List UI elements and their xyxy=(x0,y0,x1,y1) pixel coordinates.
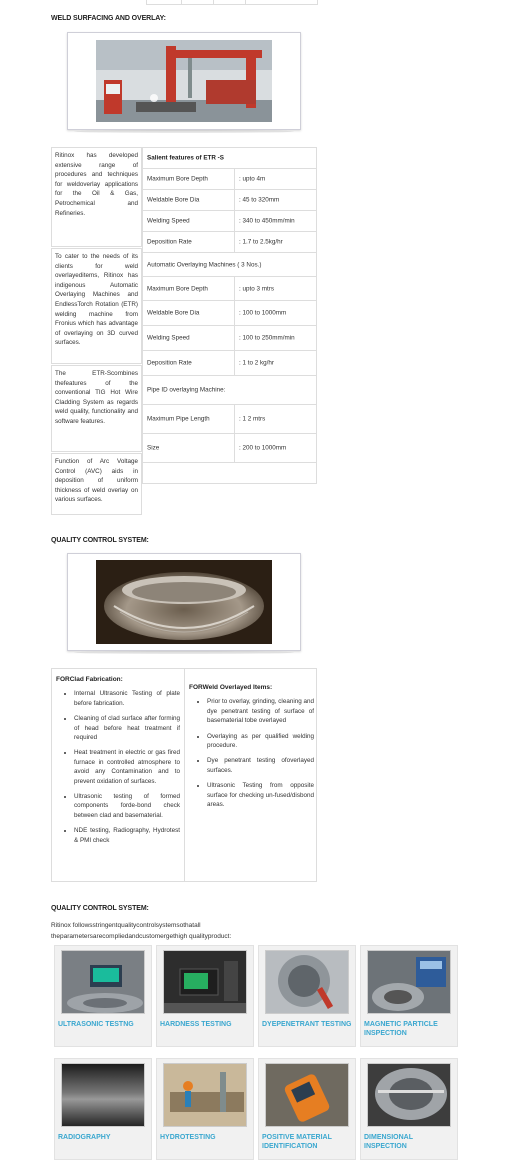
weld-overlay-column xyxy=(189,683,314,815)
card-label: DIMENSIONAL INSPECTION xyxy=(364,1134,413,1150)
machine-features-table xyxy=(142,147,317,484)
ultrasonic-image xyxy=(61,950,145,1014)
card-label: RADIOGRAPHY xyxy=(58,1134,111,1141)
card-label: HYDROTESTING xyxy=(160,1134,216,1141)
row-key: Maximum Bore Depth xyxy=(147,285,208,292)
row-key: Deposition Rate xyxy=(147,238,192,246)
list-item: • Overlaying as per qualified welding procedure. xyxy=(207,732,314,751)
table-row-empty xyxy=(143,462,316,483)
weld-section-title: WELD SURFACING AND OVERLAY: xyxy=(51,15,166,22)
card-label: ULTRASONIC TESTNG xyxy=(58,1021,134,1028)
clad-column xyxy=(56,675,180,851)
table-row xyxy=(143,168,316,189)
row-value: : 100 to 250mm/min xyxy=(239,334,295,342)
row-key: Maximum Bore Depth xyxy=(147,175,208,183)
dimensional-image xyxy=(367,1063,451,1127)
gallery-card-hydrotesting[interactable] xyxy=(156,1058,254,1160)
table-row xyxy=(143,300,316,325)
table-row xyxy=(143,276,316,300)
list-item: • Internal Ultrasonic Testing of plate before fabrication. xyxy=(74,689,180,708)
gallery-card-hardness[interactable] xyxy=(156,945,254,1047)
magnetic-particle-image xyxy=(367,950,451,1014)
list-item: • Ultrasonic testing of formed components forde-bond check between clad and basematerial. xyxy=(74,792,180,820)
row-key: Welding Speed xyxy=(147,334,190,342)
hydrotesting-image xyxy=(163,1063,247,1127)
qc-procedures-box xyxy=(51,668,317,882)
pipe-heading-row xyxy=(143,375,316,404)
list-item: • NDE testing, Radiography, Hydrotest & PMI check xyxy=(74,826,180,845)
pipe-heading: Pipe ID overlaying Machine: xyxy=(147,386,226,394)
auto-heading-row xyxy=(143,252,316,276)
etr-heading: Salient features of ETR -S xyxy=(147,154,224,162)
row-value: : upto 4m xyxy=(239,175,266,183)
card-label: MAGNETIC PARTICLE INSPECTION xyxy=(364,1021,438,1037)
qc-intro-line-1: Ritinox followsstringentqualitycontrolsystemsothatall xyxy=(51,922,201,929)
row-value: : 100 to 1000mm xyxy=(239,309,287,317)
row-value: : 1 to 2 kg/hr xyxy=(239,359,275,367)
table-row xyxy=(143,210,316,231)
table-row xyxy=(143,189,316,210)
list-item: • Heat treatment in electric or gas fired furnace in controlled atmosphere to avoid any Contamination and to prevent oxidation of surfaces. xyxy=(74,748,180,786)
pipe-bore-image xyxy=(96,560,272,644)
gallery-card-pmi[interactable] xyxy=(258,1058,356,1160)
row-key: Size xyxy=(147,444,160,452)
hardness-image xyxy=(163,950,247,1014)
weld-paragraph-3: The ETR-Scombines thefeatures of the conventional TIG Hot Wire Cladding System as regards weld quality, functionality and software features. xyxy=(51,365,142,452)
list-item: • Prior to overlay, grinding, cleaning and dye penetrant testing of surface of basematerial tobe overlayed xyxy=(207,697,314,725)
radiography-image xyxy=(61,1063,145,1127)
gallery-card-dye-penetrant[interactable] xyxy=(258,945,356,1047)
qc-intro-text xyxy=(51,920,351,942)
table-row xyxy=(143,231,316,252)
welding-machine-image xyxy=(96,40,272,122)
qc-section-title: QUALITY CONTROL SYSTEM: xyxy=(51,537,149,544)
row-value: : 1.7 to 2.5kg/hr xyxy=(239,238,283,246)
weld-paragraph-2: To cater to the needs of its clients for weld overlayeditems, Ritinox has indigenous Automatic Overlaying Machines and EndlessTorch Rotation (ETR) welding machine from Fronius which has advantage of overlaying on 3D curved surfaces. xyxy=(51,248,142,364)
clad-heading: FORClad Fabrication: xyxy=(56,676,123,683)
row-value: : 340 to 450mm/min xyxy=(239,217,295,225)
list-item: • Dye penetrant testing ofoverlayed surfaces. xyxy=(207,756,314,775)
row-key: Weldable Bore Dia xyxy=(147,196,200,204)
row-key: Deposition Rate xyxy=(147,359,192,367)
row-key: Welding Speed xyxy=(147,217,190,225)
pipe-bore-photo-frame xyxy=(67,553,301,651)
card-label: DYEPENETRANT TESTING xyxy=(262,1021,352,1028)
weld-machine-photo-frame xyxy=(67,32,301,130)
table-row xyxy=(143,433,316,462)
row-value: : upto 3 mtrs xyxy=(239,285,274,292)
weld-paragraph-4: Function of Arc Voltage Control (AVC) aids in deposition of uniform thickness of weld overlay on various surfaces. xyxy=(51,453,142,515)
qc-gallery-title: QUALITY CONTROL SYSTEM: xyxy=(51,905,149,912)
card-label: HARDNESS TESTING xyxy=(160,1021,232,1028)
row-key: Maximum Pipe Length xyxy=(147,415,210,423)
row-value: : 45 to 320mm xyxy=(239,196,280,204)
row-value: : 1 2 mtrs xyxy=(239,415,266,423)
pmi-image xyxy=(265,1063,349,1127)
gallery-card-dimensional[interactable] xyxy=(360,1058,458,1160)
row-value: : 200 to 1000mm xyxy=(239,444,287,452)
qc-intro-line-2: theparametersarecompliedandcustomergethigh qualityproduct: xyxy=(51,933,232,940)
card-label: POSITIVE MATERIAL IDENTIFICATION xyxy=(262,1134,332,1150)
etr-heading-row xyxy=(143,148,316,168)
list-item: • Cleaning of clad surface after forming of head before heat treatment if required xyxy=(74,714,180,742)
gallery-card-ultrasonic[interactable] xyxy=(54,945,152,1047)
gallery-card-magnetic-particle[interactable] xyxy=(360,945,458,1047)
table-row xyxy=(143,404,316,433)
weld-overlay-heading: FORWeld Overlayed Items: xyxy=(189,684,273,691)
list-item: • Ultrasonic Testing from opposite surface for checking un-fused/disbond areas. xyxy=(207,781,314,809)
gallery-card-radiography[interactable] xyxy=(54,1058,152,1160)
row-key: Weldable Bore Dia xyxy=(147,309,200,317)
auto-heading: Automatic Overlaying Machines ( 3 Nos.) xyxy=(147,261,262,268)
table-row xyxy=(143,350,316,375)
weld-paragraph-1: Ritinox has developed extensive range of procedures and techniques for weldoverlay applications for the Oil & Gas, Petrochemical and Refineries. xyxy=(51,147,142,247)
previous-table-remnant xyxy=(146,0,318,5)
table-row xyxy=(143,325,316,350)
dye-penetrant-image xyxy=(265,950,349,1014)
